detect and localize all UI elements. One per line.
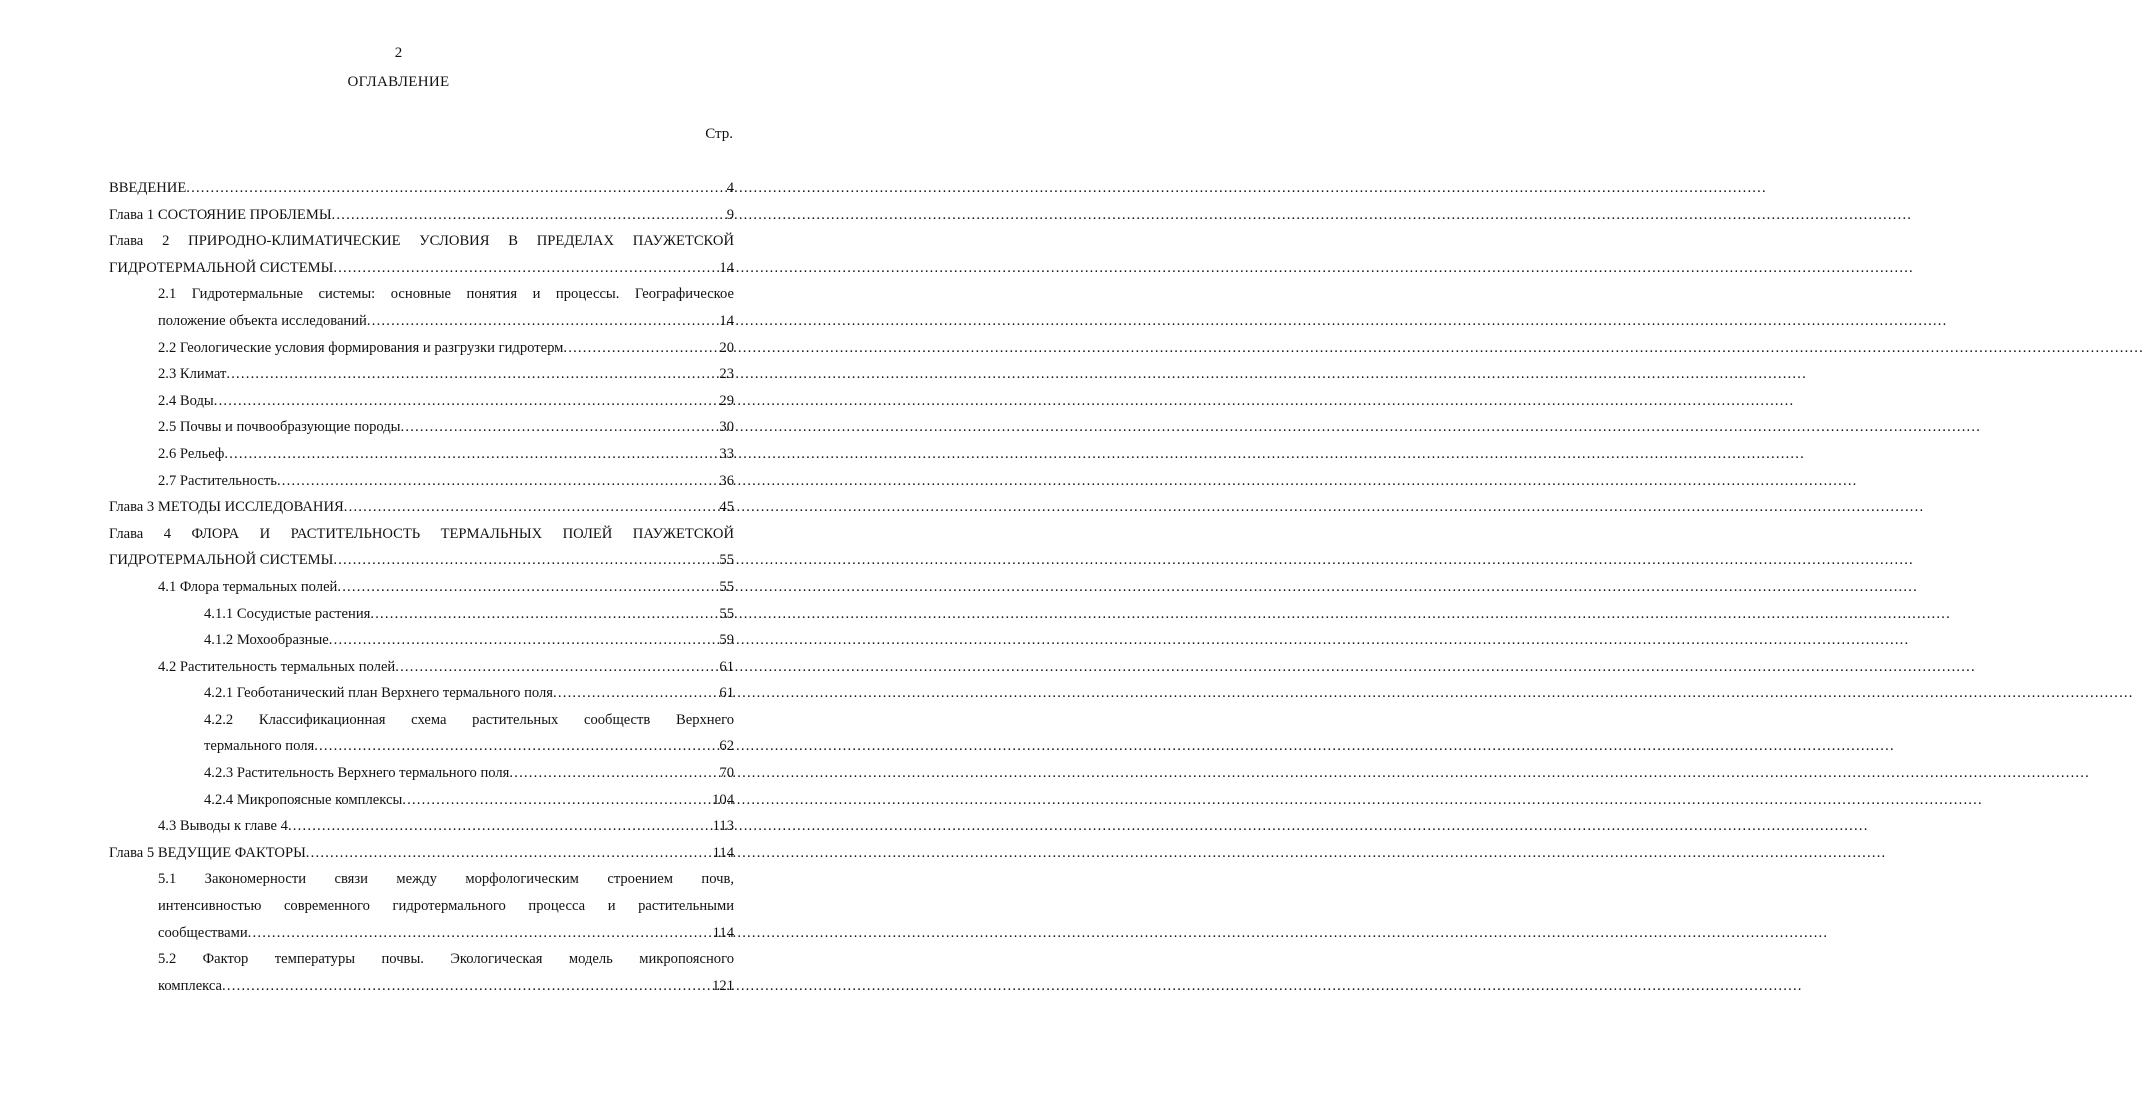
toc-entry-title: Глава 1 СОСТОЯНИЕ ПРОБЛЕМЫ [109, 206, 332, 223]
toc-entry-chapter-1 [109, 202, 734, 229]
dot-leader [553, 680, 719, 707]
toc-entry-chapter-5 [109, 840, 734, 867]
page-column-label: Стр. [705, 126, 733, 142]
dot-leader [248, 920, 713, 947]
dot-leader [563, 335, 719, 362]
toc-entry-title-line: Глава 2 ПРИРОДНО-КЛИМАТИЧЕСКИЕ УСЛОВИЯ В ПРЕДЕЛАХ ПАУЖЕТСКОЙ [109, 233, 734, 250]
dot-leader [367, 308, 720, 335]
toc-entry-section-4-2-4 [204, 787, 734, 814]
toc-entry-page: 14 [719, 259, 734, 276]
toc-entry-title-line: ГИДРОТЕРМАЛЬНОЙ СИСТЕМЫ [109, 259, 334, 276]
toc-entry-title: 4.2 Растительность термальных полей [158, 658, 396, 675]
toc-entry-page: 114 [712, 844, 734, 861]
toc-entry-title: 2.5 Почвы и почвообразующие породы [158, 419, 401, 436]
toc-entry-section-2-3 [158, 361, 734, 388]
toc-entry-section-4-2-2 [204, 707, 734, 760]
toc-entry-section-4-2 [158, 654, 734, 681]
toc-entry-section-4-1-2 [204, 627, 734, 654]
toc-entry-title: 4.3 Выводы к главе 4 [158, 818, 288, 835]
toc-entry-page: 104 [712, 791, 734, 808]
toc-entry-title: 4.1.2 Мохообразные [204, 632, 329, 649]
toc-entry-title-line: 5.1 Закономерности связи между морфологическим строением почв, [158, 871, 734, 888]
toc-entry-page: 59 [719, 632, 734, 649]
dot-leader [226, 361, 719, 388]
dot-leader [509, 760, 719, 787]
dot-leader [337, 574, 719, 601]
toc-entry-page: 55 [719, 552, 734, 569]
toc-entry-chapter-2 [109, 228, 734, 281]
dot-leader [333, 255, 719, 282]
toc-entry-section-2-2 [158, 335, 734, 362]
dot-leader [344, 494, 720, 521]
page-title: ОГЛАВЛЕНИЕ [347, 74, 450, 90]
toc-entry-chapter-3 [109, 494, 734, 521]
toc-entry-title-line: 4.2.2 Классификационная схема растительных сообществ Верхнего [204, 711, 734, 728]
toc-entry-title-line: положение объекта исследований [158, 312, 367, 329]
dot-leader [333, 547, 719, 574]
dot-leader [401, 414, 720, 441]
dot-leader [288, 813, 713, 840]
toc-entry-section-2-1 [158, 281, 734, 334]
toc-entry-title: 2.7 Растительность [158, 472, 277, 489]
toc-entry-title: 4.1 Флора термальных полей [158, 578, 338, 595]
toc-entry-title: Глава 5 ВЕДУЩИЕ ФАКТОРЫ [109, 844, 306, 861]
dot-leader [224, 441, 719, 468]
toc-entry-page: 30 [719, 419, 734, 436]
toc-entry-page: 62 [719, 738, 734, 755]
toc-entry-title: 4.2.1 Геоботанический план Верхнего термального поля [204, 685, 554, 702]
toc-entry-title: 2.3 Климат [158, 366, 227, 383]
dot-leader [402, 787, 712, 814]
toc-entry-title: 4.2.4 Микропоясные комплексы [204, 791, 403, 808]
toc-entry-page: 121 [712, 977, 734, 994]
toc-entry-section-2-7 [158, 468, 734, 495]
toc-entry-page: 33 [719, 445, 734, 462]
toc-entry-chapter-4 [109, 521, 734, 574]
toc-entry-title: 4.2.3 Растительность Верхнего термального поля [204, 765, 510, 782]
dot-leader [332, 202, 727, 229]
toc-entry-section-5-1 [158, 866, 734, 946]
toc-entry-page: 45 [719, 499, 734, 516]
toc-entry-title: Глава 3 МЕТОДЫ ИССЛЕДОВАНИЯ [109, 499, 344, 516]
toc-entry-title-line: термального поля [204, 738, 315, 755]
toc-entry-page: 4 [726, 180, 734, 196]
toc-entry-page: 55 [719, 578, 734, 595]
dot-leader [395, 654, 719, 681]
toc-entry-section-2-4 [158, 388, 734, 415]
toc-entry-page: 23 [719, 366, 734, 383]
toc-entry-section-4-1 [158, 574, 734, 601]
toc-entry-title: 4.1.1 Сосудистые растения [204, 605, 371, 622]
toc-entry-title: 2.4 Воды [158, 392, 214, 409]
toc-entry-section-2-5 [158, 414, 734, 441]
toc-entry-section-5-2 [158, 946, 734, 999]
dot-leader [329, 627, 720, 654]
toc-entry-section-2-6 [158, 441, 734, 468]
toc-entry-page: 113 [712, 818, 734, 835]
toc-entry-title: 2.6 Рельеф [158, 445, 225, 462]
dot-leader [306, 840, 713, 867]
toc-entry-section-4-2-3 [204, 760, 734, 787]
toc-entry-page: 14 [719, 312, 734, 329]
toc-entry-page: 70 [719, 765, 734, 782]
toc-entry-section-4-3 [158, 813, 734, 840]
toc-entry-title-line: Глава 4 ФЛОРА И РАСТИТЕЛЬНОСТЬ ТЕРМАЛЬНЫХ ПОЛЕЙ ПАУЖЕТСКОЙ [109, 525, 734, 542]
toc-entry-title-line: 2.1 Гидротермальные системы: основные понятия и процессы. Географическое [158, 286, 734, 303]
dot-leader [186, 175, 726, 202]
dot-leader [222, 973, 712, 1000]
table-of-contents [109, 175, 734, 999]
toc-entry-page: 9 [726, 206, 734, 223]
dot-leader [314, 733, 719, 760]
toc-entry-section-4-2-1 [204, 680, 734, 707]
dot-leader [370, 601, 719, 628]
toc-entry-title: 2.2 Геологические условия формирования и разгрузки гидротерм [158, 339, 564, 356]
toc-entry-page: 61 [719, 685, 734, 702]
toc-entry-title-line: сообществами [158, 924, 248, 941]
toc-entry-title-line: интенсивностью современного гидротермального процесса и растительными [158, 898, 734, 915]
page-number: 2 [394, 45, 403, 61]
toc-entry-page: 114 [712, 924, 734, 941]
toc-entry-page: 36 [719, 472, 734, 489]
toc-entry-title: ВВЕДЕНИЕ [109, 180, 187, 196]
toc-entry-page: 29 [719, 392, 734, 409]
toc-entry-section-4-1-1 [204, 601, 734, 628]
toc-entry-page: 55 [719, 605, 734, 622]
toc-entry-page: 61 [719, 658, 734, 675]
toc-entry-title-line: 5.2 Фактор температуры почвы. Экологическая модель микропоясного [158, 951, 734, 968]
toc-entry-title-line: ГИДРОТЕРМАЛЬНОЙ СИСТЕМЫ [109, 552, 334, 569]
toc-entry-page: 20 [719, 339, 734, 356]
toc-entry-introduction [109, 175, 734, 202]
toc-entry-title-line: комплекса [158, 977, 223, 994]
dot-leader [277, 468, 719, 495]
dot-leader [214, 388, 720, 415]
